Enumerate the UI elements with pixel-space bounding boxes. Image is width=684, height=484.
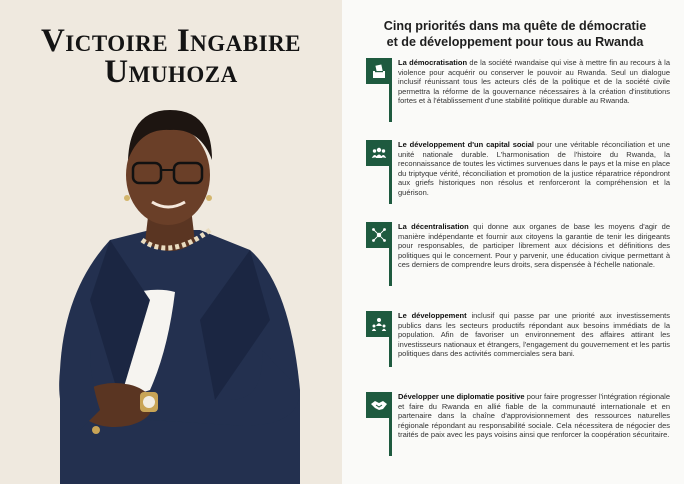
- page-title: [354, 18, 676, 50]
- priority-text: [398, 311, 670, 359]
- priority-item-democratisation: [366, 58, 670, 126]
- priority-body: de la société rwandaise qui vise à mettre fin au recours à la violence pour acquérir ou conserver le pouvoir au Rwanda. Seul un dialogue inclusif réunissant tous les acteurs clés de la politique et de la société civile permettra la réforme de la gouvernance nécessaires à la création d'institutions fortes et à l'établissement d'une stabilité politique durable au Rwanda.: [398, 58, 670, 106]
- priority-title: Développer une diplomatie positive: [398, 392, 525, 401]
- priority-divider-line: [389, 166, 392, 204]
- network-nodes-icon: [366, 222, 392, 248]
- page-title-line1: Cinq priorités dans ma quête de démocratie: [383, 19, 647, 33]
- priority-item-diplomacy: [366, 392, 670, 460]
- priority-divider-line: [389, 418, 392, 456]
- priority-text: [398, 140, 670, 198]
- handshake-icon: [366, 392, 392, 418]
- priority-title: Le développement d'un capital social: [398, 140, 535, 149]
- priority-title: Le développement: [398, 311, 467, 320]
- priority-body: qui donne aux organes de base les moyens d'agir de manière indépendante et fournir aux citoyens la garantie de tenir les dirigeants pour responsables, de participer librement aux décisions et définitions des politiques qui le concernent. Pour y parvenir, une éducation civique permettant à ces derniers de comprendre leurs droits, sera dispensée à l'échelle nationale.: [398, 222, 670, 270]
- investment-people-icon: [366, 311, 392, 337]
- priority-title: La décentralisation: [398, 222, 469, 231]
- priority-divider-line: [389, 337, 392, 367]
- candidate-portrait: [0, 100, 342, 484]
- priority-body: pour une véritable réconciliation et une unité nationale durable. L'harmonisation de l'histoire du Rwanda, la reconnaissance de toutes les victimes survenues dans le pays et la mise en place du triptyque vérité, réconciliation et promotion de la justice réparatrice répondront aux griefs historiques non résolus et renforceront la compréhension et la guérison.: [398, 140, 671, 197]
- priority-title: La démocratisation: [398, 58, 468, 67]
- priority-item-decentralisation: [366, 222, 670, 290]
- priority-item-social-capital: [366, 140, 670, 208]
- priority-item-development: [366, 311, 670, 371]
- priority-divider-line: [389, 248, 392, 286]
- people-group-icon: [366, 140, 392, 166]
- priorities-panel: [342, 0, 684, 484]
- candidate-name-line2: Umuhoza: [104, 54, 238, 90]
- priority-text: [398, 222, 670, 270]
- candidate-name-line1: Victoire Ingabire: [40, 23, 302, 59]
- priority-text: [398, 58, 670, 106]
- priority-body: inclusif qui passe par une priorité aux investissements publics dans les secteurs productifs répondant aux besoins immédiats de la population. Afin de favoriser un environnement des affaires attirant les investisseurs nationaux et étrangers, l'engagement du gouvernement et les partis politiques dans des activités commerciales sera bani.: [398, 311, 670, 359]
- priority-body: pour faire progresser l'intégration régionale et faire du Rwanda en allié fiable de la communauté internationale et en partenaire dans la chaîne d'approvisionnement des ressources naturelles régionale répondant au responsabilité sociale. Cela nécessitera de négocier des traités de paix avec les pays voisins ainsi que renforcer la coopération sécuritaire.: [398, 392, 670, 440]
- priority-text: [398, 392, 670, 440]
- page-title-line2: et de développement pour tous au Rwanda: [386, 35, 644, 49]
- candidate-name: [0, 23, 342, 90]
- priority-divider-line: [389, 84, 392, 122]
- ballot-box-icon: [366, 58, 392, 84]
